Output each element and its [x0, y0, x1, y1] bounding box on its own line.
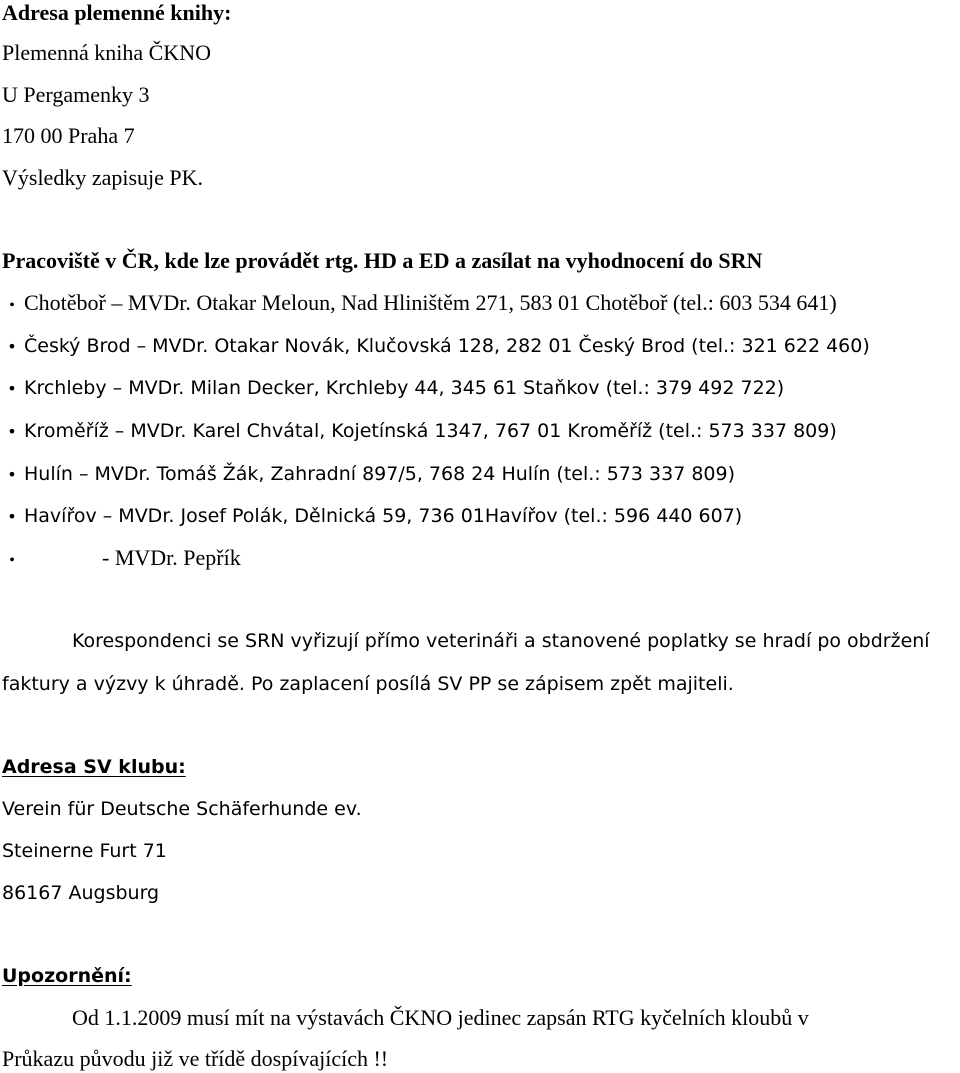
breeding-book-line: Plemenná kniha ČKNO [2, 40, 211, 65]
breeding-book-heading: Adresa plemenné knihy: [2, 0, 232, 25]
bullet-icon: • [7, 507, 17, 526]
workplaces-heading: Pracoviště v ČR, kde lze provádět rtg. HD a ED a zasílat na vyhodnocení do SRN [2, 248, 763, 273]
list-item [0, 545, 241, 574]
sv-club-line: Steinerne Furt 71 [2, 840, 167, 862]
bullet-icon: • [7, 465, 17, 484]
breeding-book-line: 170 00 Praha 7 [2, 123, 135, 148]
list-item [0, 418, 837, 445]
list-item [0, 375, 784, 402]
list-item [0, 503, 742, 530]
notice-line: Průkazu původu již ve třídě dospívajících !! [2, 1046, 389, 1071]
notice-line: Od 1.1.2009 musí mít na výstavách ČKNO jedinec zapsán RTG kyčelních kloubů v [72, 1005, 809, 1030]
notice-heading: Upozornění: [2, 965, 132, 987]
bullet-icon: • [7, 422, 17, 441]
correspondence-line: Korespondenci se SRN vyřizují přímo veterináři a stanovené poplatky se hradí po obdržení [72, 630, 930, 652]
sv-club-heading: Adresa SV klubu: [2, 756, 186, 778]
bullet-icon: • [7, 337, 17, 356]
bullet-icon: • [7, 379, 17, 398]
workplace-item: Hulín – MVDr. Tomáš Žák, Zahradní 897/5, 768 24 Hulín (tel.: 573 337 809) [24, 463, 736, 485]
breeding-book-line: Výsledky zapisuje PK. [2, 165, 204, 190]
list-item [0, 461, 735, 488]
bullet-icon: • [9, 552, 15, 569]
sv-club-line: Verein für Deutsche Schäferhunde ev. [2, 798, 362, 820]
bullet-icon: • [9, 297, 15, 314]
workplace-item: Krchleby – MVDr. Milan Decker, Krchleby 44, 345 61 Staňkov (tel.: 379 492 722) [24, 377, 785, 399]
workplace-item: - MVDr. Pepřík [102, 545, 241, 570]
list-item [0, 290, 837, 319]
sv-club-line: 86167 Augsburg [2, 882, 160, 904]
workplace-item: Kroměříž – MVDr. Karel Chvátal, Kojetínská 1347, 767 01 Kroměříž (tel.: 573 337 809) [24, 420, 837, 442]
breeding-book-line: U Pergamenky 3 [2, 82, 150, 107]
list-item [0, 333, 870, 360]
correspondence-line: faktury a výzvy k úhradě. Po zaplacení posílá SV PP se zápisem zpět majiteli. [2, 673, 734, 695]
workplace-item: Chotěboř – MVDr. Otakar Meloun, Nad Hliništěm 271, 583 01 Chotěboř (tel.: 603 534 641) [24, 290, 837, 315]
workplace-item: Český Brod – MVDr. Otakar Novák, Klučovská 128, 282 01 Český Brod (tel.: 321 622 460) [24, 335, 870, 357]
workplace-item: Havířov – MVDr. Josef Polák, Dělnická 59, 736 01Havířov (tel.: 596 440 607) [24, 505, 743, 527]
